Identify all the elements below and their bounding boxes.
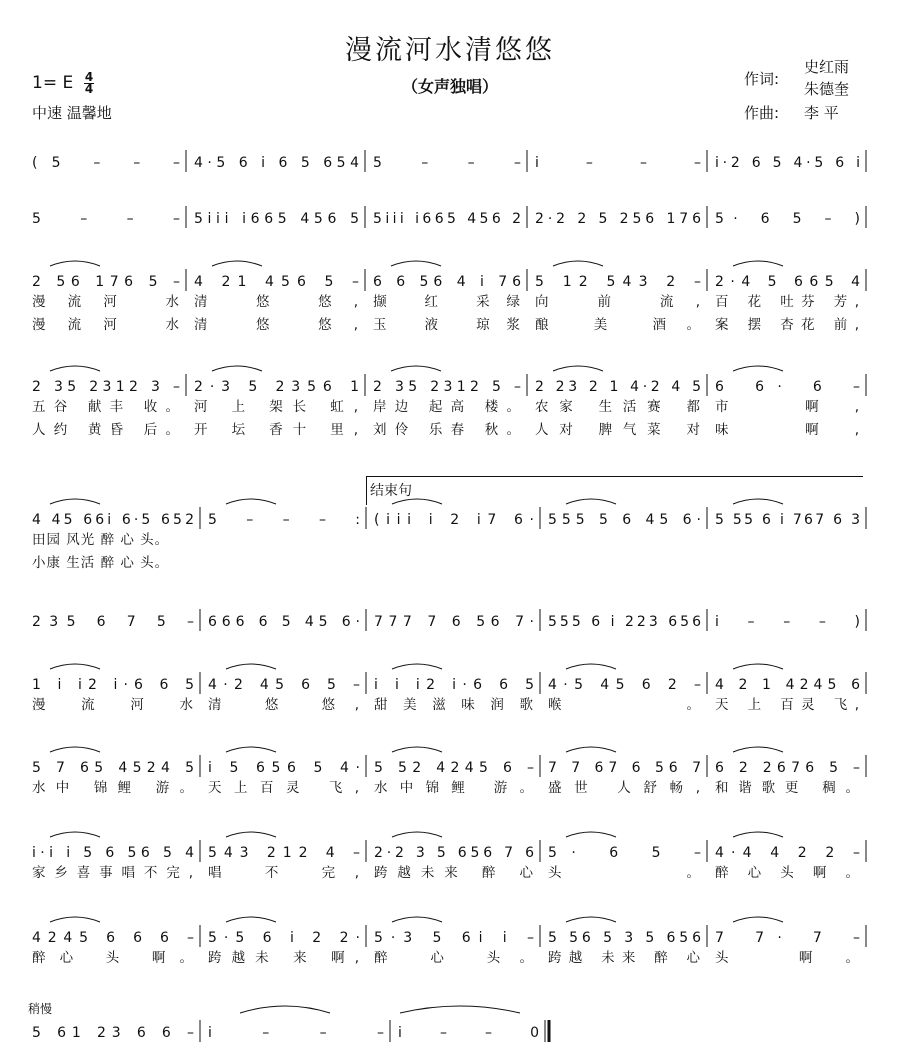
measure-notes: 5· 6 5 – ) xyxy=(715,211,860,227)
measure-notes: 4·4 4 2 2 – xyxy=(715,845,860,861)
measure-notes: 777 7 6 56 7· xyxy=(374,614,534,630)
lyric-line: 清 悠 悠, xyxy=(194,317,359,333)
lyric-line: 百 花 吐芬 芳, xyxy=(715,294,860,310)
slur xyxy=(566,747,616,752)
slur xyxy=(212,366,262,371)
measure-notes: 6 6· 6 – xyxy=(715,379,860,395)
lyric-line: 天 上 百灵 飞, xyxy=(715,697,860,713)
measure-notes: (5 – – – xyxy=(32,155,180,171)
lyric-line: 玉 液 琼浆 xyxy=(373,317,521,333)
slur xyxy=(226,832,276,837)
measure-notes: 4·2 45 6 5 – xyxy=(208,677,360,693)
slur xyxy=(50,917,100,922)
measure-notes: (iii i 2 i7 6· xyxy=(374,512,534,528)
measure-notes: 7 7· 7 – xyxy=(715,930,860,946)
system-11 xyxy=(32,1020,549,1042)
lyricist-name-1: 史红雨 xyxy=(804,58,850,76)
measure-notes: 4 2 1 4245 6 xyxy=(715,677,860,693)
lyric-line: 田园 风光 醉 心 头。 xyxy=(32,532,170,548)
lyric-line: 撷 红 采绿 xyxy=(373,294,521,310)
measure-notes: 5 56 5 3 5 656 xyxy=(548,930,701,946)
lyric-line: 清 悠 悠, xyxy=(194,294,359,310)
lyricist-name-2: 朱德奎 xyxy=(804,80,850,98)
measure-notes: i·i i 5 6 56 5 4 xyxy=(32,845,194,861)
lyric-line: 醉心 头 啊。 xyxy=(32,950,194,966)
slur xyxy=(566,499,616,504)
measure-notes: 4 45 66i 6·5 652 xyxy=(32,512,194,528)
lyric-line: 开 坛 香十 里, xyxy=(194,422,359,438)
system-4 xyxy=(32,366,866,438)
slur xyxy=(733,499,783,504)
measure-notes: 5iii i665 456 5 xyxy=(194,211,359,227)
slur xyxy=(733,366,783,371)
slur xyxy=(226,499,276,504)
measure-notes: 666 6 5 45 6· xyxy=(208,614,360,630)
slur xyxy=(226,917,276,922)
system-2 xyxy=(32,206,866,228)
lyric-line: 农家 生活赛 都 xyxy=(535,399,701,415)
lyric-line: 案 摆 杏花 前, xyxy=(715,317,860,333)
slur xyxy=(392,664,442,669)
lyric-line: 喉。 xyxy=(548,697,701,713)
slur xyxy=(392,832,442,837)
lyric-line: 五谷 献丰 收。 xyxy=(32,399,180,415)
composer-label: 作曲: xyxy=(744,104,780,122)
lyric-line: 头。 xyxy=(548,865,701,881)
system-7 xyxy=(32,664,866,713)
measure-notes: 5 – – – xyxy=(32,211,180,227)
system-6 xyxy=(32,609,866,631)
measure-notes: i – – – xyxy=(208,1025,384,1041)
slur xyxy=(733,832,783,837)
tie xyxy=(400,1006,520,1013)
system-8 xyxy=(32,747,866,796)
lyric-line: 小康 生活 醉 心 头。 xyxy=(32,555,170,571)
measure-notes: i·2 6 5 4·5 6 i xyxy=(715,155,860,171)
measure-notes: 5 – – – xyxy=(373,155,521,171)
system-5 xyxy=(32,499,866,571)
slur xyxy=(226,664,276,669)
system-3 xyxy=(32,261,866,333)
composer-name: 李 平 xyxy=(804,104,839,122)
measure-notes: 2 23 2 1 4·2 4 5 xyxy=(535,379,701,395)
lyric-line: 人约 黄昏 后。 xyxy=(32,422,180,438)
measure-notes: 2·3 5 2356 1 xyxy=(194,379,359,395)
measure-notes: 235 6 7 5 – xyxy=(32,614,194,630)
lyric-line: 酿 美 酒。 xyxy=(535,317,701,333)
measure-notes: 4245 6 6 6 – xyxy=(32,930,194,946)
score-title: 漫流河水清悠悠 xyxy=(345,35,555,66)
slur xyxy=(50,366,100,371)
lyric-line: 清 悠 悠, xyxy=(208,697,360,713)
time-signature-bottom: 4 xyxy=(84,82,94,96)
measure-notes: 5 52 4245 6 – xyxy=(374,760,534,776)
system-9 xyxy=(32,832,866,881)
tempo-change-marking: 稍慢 xyxy=(28,1002,53,1016)
slur xyxy=(392,917,442,922)
lyric-line: 甜 美 滋 味 润 歌 xyxy=(374,697,534,713)
system-10 xyxy=(32,917,866,966)
measure-notes: 4 21 456 5 – xyxy=(194,274,359,290)
lyricist-label: 作词: xyxy=(744,70,780,88)
measure-notes: 5 – – – : xyxy=(208,512,360,528)
lyric-line: 漫流河 水 xyxy=(32,294,180,310)
lyric-line: 人对 脾气菜 对 xyxy=(535,422,701,438)
lyric-line: 岸边 起高 楼。 xyxy=(373,399,521,415)
lyric-line: 天上百灵 飞, xyxy=(208,780,360,796)
lyric-line: 水中锦鲤 游。 xyxy=(374,780,534,796)
tie xyxy=(240,1006,330,1013)
measure-notes: 555 6 i 223 656 xyxy=(548,614,701,630)
slur xyxy=(733,664,783,669)
measure-notes: 5 12 543 2 – xyxy=(535,274,701,290)
measure-notes: 5iii i665 456 2 xyxy=(373,211,521,227)
ending-label: 结束句 xyxy=(370,483,412,499)
measure-notes: i 5 656 5 4· xyxy=(208,760,360,776)
lyric-line: 河 上 架长 虹, xyxy=(194,399,359,415)
measure-notes: 4·5 45 6 2 – xyxy=(548,677,701,693)
measure-notes: 2 35 2312 5 – xyxy=(373,379,521,395)
lyric-line: 水中 锦鲤 游。 xyxy=(32,780,194,796)
tempo-marking: 中速 温馨地 xyxy=(32,104,112,122)
slur xyxy=(50,261,100,266)
slur xyxy=(50,832,100,837)
slur xyxy=(566,664,616,669)
lyric-line: 漫流河 水 xyxy=(32,317,180,333)
measure-notes: 5·5 6 i 2 2· xyxy=(208,930,360,946)
time-signature-top: 4 xyxy=(84,70,94,84)
lyric-line: 唱 不 完, xyxy=(208,865,360,881)
measure-notes: i i i2 i·6 6 5 xyxy=(374,677,534,693)
measure-notes: i – – 0 xyxy=(398,1025,539,1041)
system-1 xyxy=(32,150,866,172)
measure-notes: 2·2 2 5 256 176 xyxy=(535,211,701,227)
measure-notes: i – – – ) xyxy=(715,614,860,630)
measure-notes: 5·3 5 6i i – xyxy=(374,930,534,946)
lyric-line: 跨越 未来 醉 心 xyxy=(548,950,701,966)
slur xyxy=(733,261,783,266)
lyric-line: 家乡喜事唱不完, xyxy=(32,865,194,881)
slur xyxy=(392,747,442,752)
measure-notes: 2 56 176 5 – xyxy=(32,274,180,290)
measure-notes: i – – – xyxy=(535,155,701,171)
lyric-line: 跨越未来 醉 心 xyxy=(374,865,534,881)
measure-notes: 2 35 2312 3 – xyxy=(32,379,180,395)
lyric-line: 和谐歌更 稠。 xyxy=(715,780,860,796)
slur xyxy=(50,499,100,504)
measure-notes: 2·4 5 665 4 xyxy=(715,274,860,290)
lyric-line: 刘伶 乐春 秋。 xyxy=(373,422,521,438)
lyric-line: 醉 心 头。 xyxy=(374,950,534,966)
slur xyxy=(733,917,783,922)
lyric-line: 盛世 人舒畅, xyxy=(548,780,701,796)
measure-notes: 5· 6 5 – xyxy=(548,845,701,861)
lyric-line: 跨越未 来 啊, xyxy=(208,950,360,966)
slur xyxy=(733,747,783,752)
lyric-line: 向 前 流, xyxy=(535,294,701,310)
measure-notes: 4·5 6 i 6 5 654 xyxy=(194,155,359,171)
measure-notes: 7 7 67 6 56 7 xyxy=(548,760,701,776)
measure-notes: 5 7 65 4524 5 xyxy=(32,760,194,776)
measure-notes: 555 5 6 45 6· xyxy=(548,512,701,528)
slur xyxy=(391,366,441,371)
slur xyxy=(553,366,603,371)
slur xyxy=(50,747,100,752)
measure-notes: 6 2 2676 5 – xyxy=(715,760,860,776)
measure-notes: 1 i i2 i·6 6 5 xyxy=(32,677,194,693)
measure-notes: 5 55 6 i 767 6 3 xyxy=(715,512,860,528)
slur xyxy=(566,832,616,837)
lyric-line: 醉心头啊。 xyxy=(715,865,860,881)
measure-notes: 5 61 23 6 6 – xyxy=(32,1025,194,1041)
slur xyxy=(392,499,442,504)
lyric-line: 味 啊, xyxy=(715,422,860,438)
slur xyxy=(226,747,276,752)
slur xyxy=(566,917,616,922)
slur xyxy=(553,261,603,266)
score-subtitle: （女声独唱） xyxy=(401,77,498,96)
slur xyxy=(391,261,441,266)
lyric-line: 市 啊, xyxy=(715,399,860,415)
measure-notes: 6 6 56 4 i 76 xyxy=(373,274,521,290)
measure-notes: 543 212 4 – xyxy=(208,845,360,861)
slur xyxy=(50,664,100,669)
slur xyxy=(212,261,262,266)
lyric-line: 头 啊。 xyxy=(715,950,860,966)
key-signature: 1= E xyxy=(32,73,74,93)
measure-notes: 2·2 3 5 656 7 6 xyxy=(374,845,534,861)
lyric-line: 漫 流 河 水 xyxy=(32,697,194,713)
